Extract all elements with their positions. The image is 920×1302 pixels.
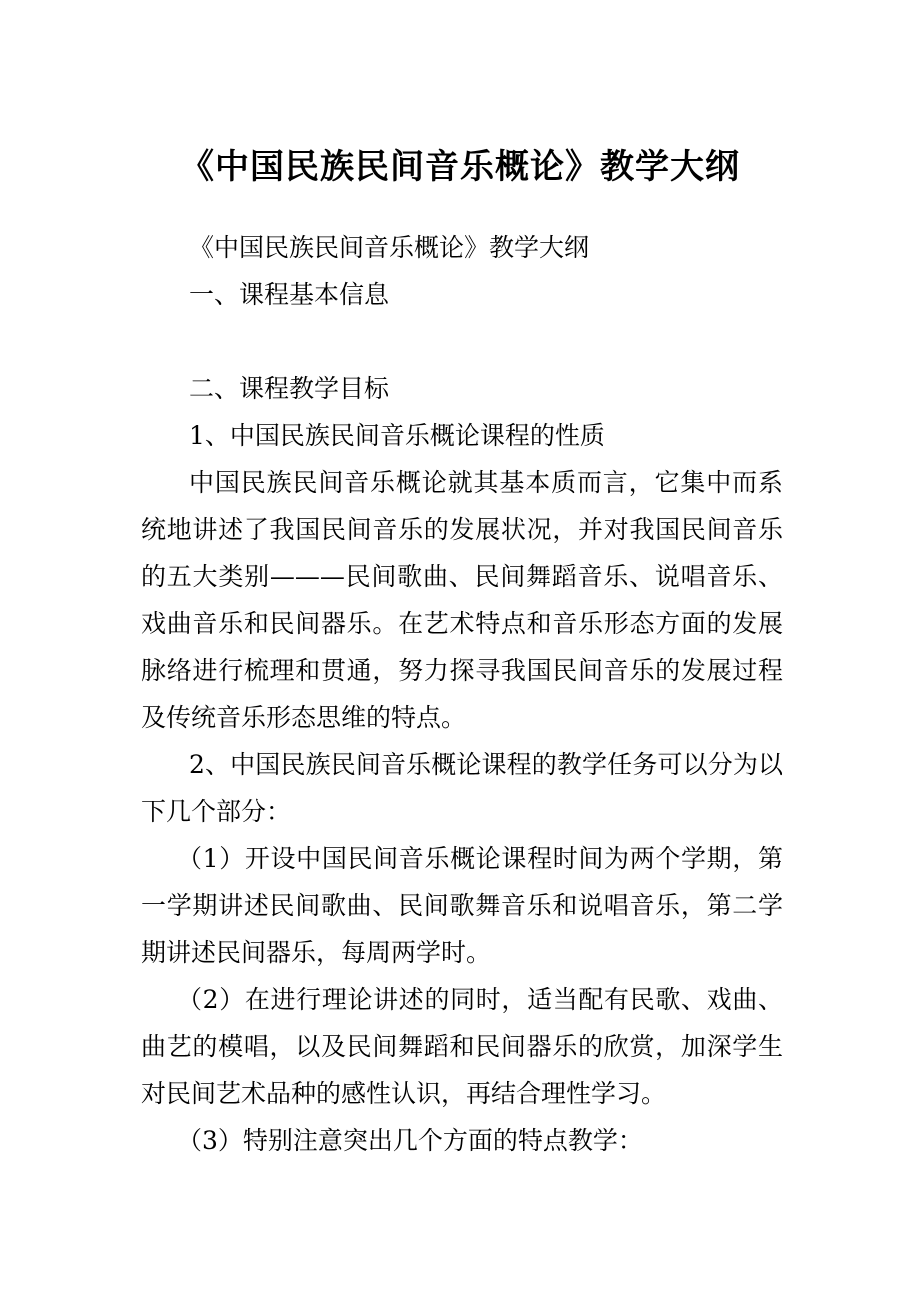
- document-body: [141, 224, 783, 1164]
- section-heading-teaching-goals: 二、课程教学目标: [189, 374, 390, 403]
- subheading-teaching-tasks: 2、中国民族民间音乐概论课程的教学任务可以分为以下几个部分：: [141, 750, 783, 826]
- list-item-1: （1）开设中国民间音乐概论课程时间为两个学期，第一学期讲述民间歌曲、民间歌舞音乐和说唱音乐，第二学期讲述民间器乐，每周两学时。: [141, 844, 783, 967]
- subheading-course-nature: 1、中国民族民间音乐概论课程的性质: [189, 421, 605, 450]
- section-heading-basic-info: 一、课程基本信息: [189, 280, 390, 309]
- list-item-3: （3）特别注意突出几个方面的特点教学：: [177, 1126, 643, 1155]
- paragraph-course-nature: 中国民族民间音乐概论就其基本质而言，它集中而系统地讲述了我国民间音乐的发展状况，并对我国民间音乐的五大类别———民间歌曲、民间舞蹈音乐、说唱音乐、戏曲音乐和民间器乐。在艺术特点和音乐形态方面的发展脉络进行梳理和贯通，努力探寻我国民间音乐的发展过程及传统音乐形态思维的特点。: [141, 468, 783, 732]
- document-title: 《中国民族民间音乐概论》教学大纲: [180, 147, 740, 187]
- blank-line: [141, 318, 783, 365]
- list-item-2: （2）在进行理论讲述的同时，适当配有民歌、戏曲、曲艺的模唱，以及民间舞蹈和民间器乐的欣赏，加深学生对民间艺术品种的感性认识，再结合理性学习。: [141, 985, 783, 1108]
- paragraph-subtitle: 《中国民族民间音乐概论》教学大纲: [189, 233, 590, 262]
